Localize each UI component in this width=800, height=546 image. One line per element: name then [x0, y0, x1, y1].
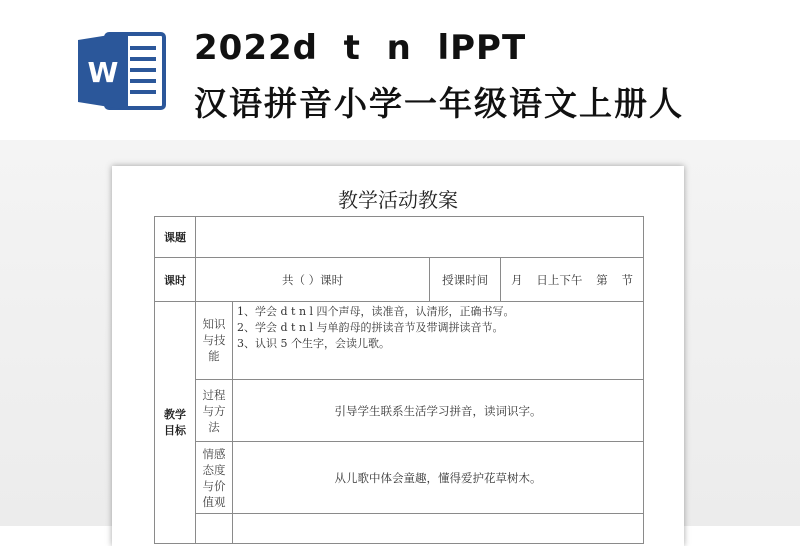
- topic-value: [196, 217, 644, 258]
- table-row-extra: [155, 514, 644, 544]
- table-row-emotion: [155, 442, 644, 514]
- table-row-knowledge: [155, 302, 644, 380]
- process-value: 引导学生联系生活学习拼音，读词识字。: [233, 380, 644, 442]
- emotion-value: 从儿歌中体会童趣，懂得爱护花草树木。: [233, 442, 644, 514]
- knowledge-item: 2、学会 d t n l 与单韵母的拼读音节及带调拼读音节。: [237, 321, 504, 334]
- title-line-2: 汉语拼音小学一年级语文上册人: [194, 84, 684, 123]
- table-row-process: [155, 380, 644, 442]
- extra-value: [233, 514, 644, 544]
- hours-value: 共（ ）课时: [196, 258, 430, 302]
- knowledge-item: 1、学会 d t n l 四个声母，读准音，认清形，正确书写。: [237, 305, 515, 318]
- knowledge-item: 3、认识 5 个生字，会读儿歌。: [237, 337, 390, 350]
- document-title: 教学活动教案: [338, 188, 458, 212]
- word-document-icon: [76, 30, 168, 112]
- time-section: 节: [621, 272, 633, 287]
- knowledge-list: [233, 302, 644, 380]
- time-value: [501, 258, 644, 302]
- hours-label: 课时: [155, 258, 196, 302]
- process-label-text: 过程与方法: [202, 387, 226, 434]
- table-row-topic: [155, 217, 644, 258]
- document-page: [112, 166, 684, 546]
- process-label: [196, 380, 233, 442]
- title-line-1: 2022d t n lPPT: [194, 28, 527, 68]
- extra-label: [196, 514, 233, 544]
- emotion-label-text: 情感态度与价值观: [202, 446, 226, 509]
- time-day: 日上下午: [536, 272, 583, 287]
- knowledge-label-text: 知识与技能: [202, 317, 226, 363]
- time-period: 第: [596, 272, 608, 287]
- goals-label: [155, 302, 196, 544]
- knowledge-label: [196, 302, 233, 380]
- time-month: 月: [511, 272, 523, 287]
- svg-text:W: W: [87, 56, 119, 89]
- table-row-hours: [155, 258, 644, 302]
- header-banner: [0, 0, 800, 140]
- emotion-label: [196, 442, 233, 514]
- goals-label-text: 教学目标: [164, 407, 186, 437]
- lesson-plan-table: [154, 216, 644, 544]
- time-label: 授课时间: [430, 258, 501, 302]
- topic-label: 课题: [155, 217, 196, 258]
